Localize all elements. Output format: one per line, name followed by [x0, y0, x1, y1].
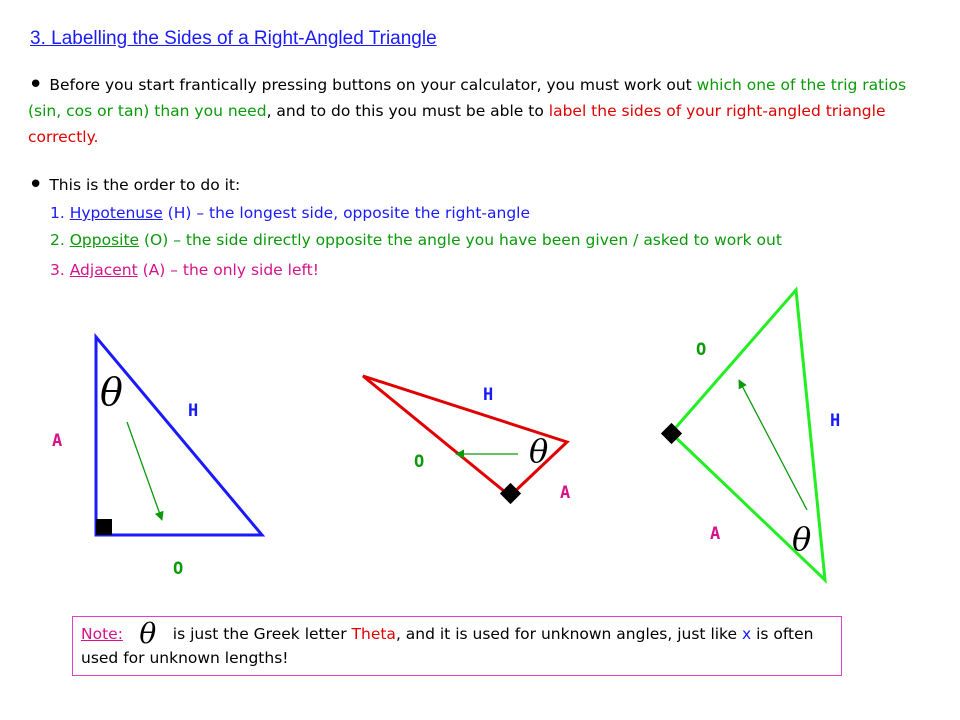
step-term: Opposite [69, 231, 140, 249]
note-text-a: is just the Greek letter [167, 625, 352, 643]
order-heading-text: This is the order to do it: [49, 176, 241, 194]
theta-symbol: θ [139, 617, 157, 650]
note-text-e: is often used for unknown lengths! [81, 625, 814, 667]
note-x: x [741, 625, 752, 643]
triangle-green [661, 290, 840, 580]
label-h: H [483, 385, 494, 405]
arrow [739, 380, 807, 510]
step-number: 1. [50, 204, 70, 222]
step-term: Adjacent [69, 261, 138, 279]
bullet-icon: • [28, 70, 44, 100]
intro-text-c: , and to do this you must be able to [266, 102, 549, 120]
label-o: O [414, 452, 425, 472]
bullet-icon: • [28, 170, 44, 200]
step-term: Hypotenuse [69, 204, 163, 222]
theta-symbol: θ [792, 520, 812, 558]
theta-symbol: θ [529, 432, 549, 470]
right-angle-marker [500, 483, 521, 504]
label-a: A [560, 483, 571, 503]
slide-title: 3. Labelling the Sides of a Right-Angled Triangle [30, 28, 437, 49]
label-a: A [710, 524, 721, 544]
step-description: (O) – the side directly opposite the angle you have been given / asked to work out [139, 231, 782, 249]
intro-text-green: which one of the trig ratios (sin, cos or tan) than you need [28, 76, 907, 120]
intro-text-a: Before you start frantically pressing buttons on your calculator, you must work out [49, 76, 697, 94]
label-h: H [830, 411, 841, 431]
triangle-red [363, 376, 570, 504]
note-label: Note: [81, 625, 123, 643]
arrow [127, 422, 162, 520]
triangle-blue [52, 337, 262, 579]
intro-text-red: label the sides of your right-angled triangle correctly. [28, 102, 886, 146]
label-o: O [173, 559, 184, 579]
note-text-c: , and it is used for unknown angles, just like [395, 625, 742, 643]
note-theta-word: Theta [351, 625, 396, 643]
label-o: O [696, 340, 707, 360]
step-number: 3. [50, 261, 70, 279]
step-description: (A) – the only side left! [137, 261, 319, 279]
label-h: H [188, 401, 199, 421]
step-description: (H) – the longest side, opposite the right-angle [162, 204, 531, 222]
step-number: 2. [50, 231, 70, 249]
note-box [72, 616, 842, 676]
label-a: A [52, 431, 63, 451]
right-angle-marker [96, 519, 112, 535]
theta-symbol: θ [100, 370, 123, 414]
triangle-blue-shape [96, 337, 262, 535]
